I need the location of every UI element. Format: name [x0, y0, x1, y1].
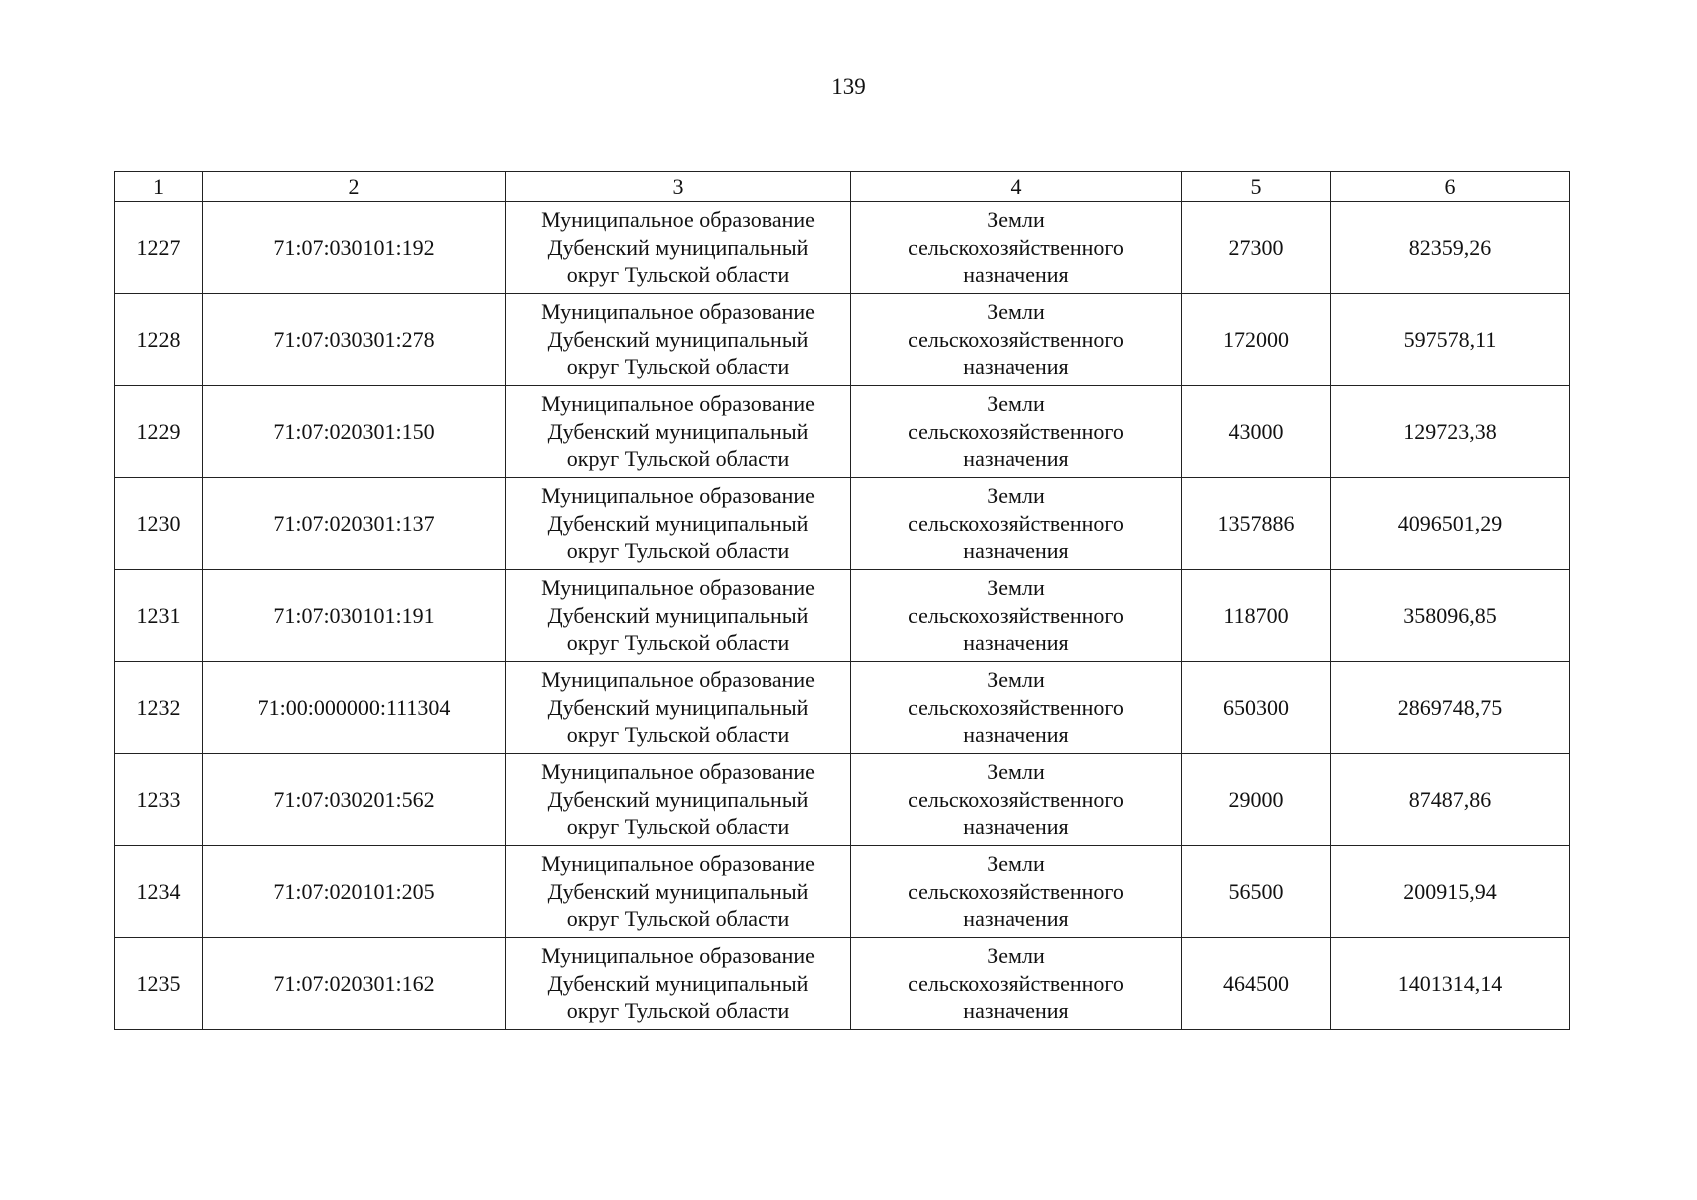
owner-cell — [506, 570, 851, 662]
land-category-cell-line: сельскохозяйственного — [908, 234, 1124, 260]
cadastral-number-cell: 71:07:020301:150 — [203, 386, 506, 478]
table-row — [115, 294, 1570, 386]
table-row — [115, 754, 1570, 846]
land-category-cell — [851, 662, 1182, 754]
cadastral-value-cell: 87487,86 — [1331, 754, 1570, 846]
owner-cell-line: Муниципальное образование — [541, 207, 815, 233]
cadastral-value-cell: 2869748,75 — [1331, 662, 1570, 754]
row-number-cell: 1227 — [115, 202, 203, 294]
table-row — [115, 846, 1570, 938]
row-number-cell: 1235 — [115, 938, 203, 1030]
cadastral-value-cell: 200915,94 — [1331, 846, 1570, 938]
land-category-cell — [851, 202, 1182, 294]
cadastral-number-cell: 71:07:030301:278 — [203, 294, 506, 386]
owner-cell-line: Муниципальное образование — [541, 667, 815, 693]
owner-cell-line: Муниципальное образование — [541, 299, 815, 325]
column-header-3: 3 — [506, 172, 851, 202]
land-category-cell-line: назначения — [963, 538, 1069, 564]
area-cell: 464500 — [1182, 938, 1331, 1030]
owner-cell-line: округ Тульской области — [566, 906, 790, 932]
land-category-cell-line: Земли — [987, 575, 1045, 601]
header-row — [115, 172, 1570, 202]
land-category-cell-line: Земли — [987, 851, 1045, 877]
area-cell: 56500 — [1182, 846, 1331, 938]
owner-cell-line: округ Тульской области — [566, 998, 790, 1024]
table-body — [115, 202, 1570, 1030]
table-row — [115, 386, 1570, 478]
owner-cell — [506, 202, 851, 294]
area-cell: 118700 — [1182, 570, 1331, 662]
land-category-cell-line: Земли — [987, 207, 1045, 233]
land-category-cell-line: Земли — [987, 483, 1045, 509]
land-category-cell — [851, 294, 1182, 386]
owner-cell — [506, 386, 851, 478]
land-category-cell-line: сельскохозяйственного — [908, 326, 1124, 352]
land-category-cell-line: Земли — [987, 667, 1045, 693]
area-cell: 650300 — [1182, 662, 1331, 754]
owner-cell-line: округ Тульской области — [566, 446, 790, 472]
cadastral-value-cell: 1401314,14 — [1331, 938, 1570, 1030]
owner-cell-line: округ Тульской области — [566, 354, 790, 380]
table-header — [115, 172, 1570, 202]
land-category-cell-line: Земли — [987, 943, 1045, 969]
area-cell: 43000 — [1182, 386, 1331, 478]
cadastral-number-cell: 71:07:030201:562 — [203, 754, 506, 846]
land-category-cell-line: назначения — [963, 446, 1069, 472]
land-category-cell-line: сельскохозяйственного — [908, 510, 1124, 536]
owner-cell-line: округ Тульской области — [566, 262, 790, 288]
owner-cell-line: Дубенский муниципальный — [547, 234, 809, 260]
owner-cell — [506, 294, 851, 386]
cadastral-number-cell: 71:07:030101:191 — [203, 570, 506, 662]
owner-cell — [506, 846, 851, 938]
owner-cell-line: Дубенский муниципальный — [547, 878, 809, 904]
area-cell: 27300 — [1182, 202, 1331, 294]
area-cell: 172000 — [1182, 294, 1331, 386]
row-number-cell: 1233 — [115, 754, 203, 846]
row-number-cell: 1228 — [115, 294, 203, 386]
cadastral-number-cell: 71:07:030101:192 — [203, 202, 506, 294]
cadastral-value-cell: 129723,38 — [1331, 386, 1570, 478]
cadastral-value-cell: 597578,11 — [1331, 294, 1570, 386]
column-header-6: 6 — [1331, 172, 1570, 202]
column-header-5: 5 — [1182, 172, 1331, 202]
column-header-1: 1 — [115, 172, 203, 202]
area-cell: 29000 — [1182, 754, 1331, 846]
cadastral-number-cell: 71:00:000000:111304 — [203, 662, 506, 754]
column-header-4: 4 — [851, 172, 1182, 202]
area-cell: 1357886 — [1182, 478, 1331, 570]
table-row — [115, 478, 1570, 570]
land-category-cell-line: Земли — [987, 299, 1045, 325]
cadastral-value-cell: 4096501,29 — [1331, 478, 1570, 570]
land-category-cell-line: назначения — [963, 354, 1069, 380]
page-number: 139 — [831, 74, 866, 99]
owner-cell — [506, 938, 851, 1030]
row-number-cell: 1231 — [115, 570, 203, 662]
owner-cell-line: Муниципальное образование — [541, 759, 815, 785]
owner-cell-line: округ Тульской области — [566, 722, 790, 748]
owner-cell-line: округ Тульской области — [566, 814, 790, 840]
owner-cell-line: Дубенский муниципальный — [547, 786, 809, 812]
land-category-cell — [851, 478, 1182, 570]
row-number-cell: 1232 — [115, 662, 203, 754]
owner-cell-line: Муниципальное образование — [541, 575, 815, 601]
table-row — [115, 938, 1570, 1030]
cadastral-value-cell: 82359,26 — [1331, 202, 1570, 294]
land-category-cell-line: назначения — [963, 630, 1069, 656]
land-category-cell-line: назначения — [963, 906, 1069, 932]
table-row — [115, 662, 1570, 754]
owner-cell-line: Муниципальное образование — [541, 851, 815, 877]
cadastral-number-cell: 71:07:020301:137 — [203, 478, 506, 570]
land-category-cell-line: назначения — [963, 814, 1069, 840]
owner-cell-line: Дубенский муниципальный — [547, 418, 809, 444]
owner-cell-line: Муниципальное образование — [541, 483, 815, 509]
table-row — [115, 202, 1570, 294]
land-category-cell-line: назначения — [963, 998, 1069, 1024]
owner-cell — [506, 754, 851, 846]
owner-cell-line: Дубенский муниципальный — [547, 602, 809, 628]
land-category-cell-line: назначения — [963, 722, 1069, 748]
land-category-cell — [851, 754, 1182, 846]
owner-cell-line: Муниципальное образование — [541, 943, 815, 969]
column-header-2: 2 — [203, 172, 506, 202]
owner-cell — [506, 662, 851, 754]
row-number-cell: 1229 — [115, 386, 203, 478]
owner-cell-line: округ Тульской области — [566, 630, 790, 656]
land-registry-table — [114, 171, 1570, 1030]
owner-cell-line: Дубенский муниципальный — [547, 970, 809, 996]
owner-cell-line: Муниципальное образование — [541, 391, 815, 417]
row-number-cell: 1234 — [115, 846, 203, 938]
land-category-cell-line: сельскохозяйственного — [908, 694, 1124, 720]
land-category-cell-line: сельскохозяйственного — [908, 786, 1124, 812]
owner-cell-line: Дубенский муниципальный — [547, 326, 809, 352]
land-category-cell-line: сельскохозяйственного — [908, 602, 1124, 628]
land-category-cell-line: сельскохозяйственного — [908, 970, 1124, 996]
owner-cell-line: Дубенский муниципальный — [547, 694, 809, 720]
cadastral-number-cell: 71:07:020301:162 — [203, 938, 506, 1030]
land-category-cell — [851, 846, 1182, 938]
land-category-cell — [851, 938, 1182, 1030]
land-category-cell-line: сельскохозяйственного — [908, 878, 1124, 904]
owner-cell-line: округ Тульской области — [566, 538, 790, 564]
table-row — [115, 570, 1570, 662]
cadastral-number-cell: 71:07:020101:205 — [203, 846, 506, 938]
land-category-cell-line: назначения — [963, 262, 1069, 288]
row-number-cell: 1230 — [115, 478, 203, 570]
land-category-cell — [851, 386, 1182, 478]
land-category-cell — [851, 570, 1182, 662]
owner-cell — [506, 478, 851, 570]
land-category-cell-line: сельскохозяйственного — [908, 418, 1124, 444]
land-category-cell-line: Земли — [987, 759, 1045, 785]
owner-cell-line: Дубенский муниципальный — [547, 510, 809, 536]
cadastral-value-cell: 358096,85 — [1331, 570, 1570, 662]
land-category-cell-line: Земли — [987, 391, 1045, 417]
